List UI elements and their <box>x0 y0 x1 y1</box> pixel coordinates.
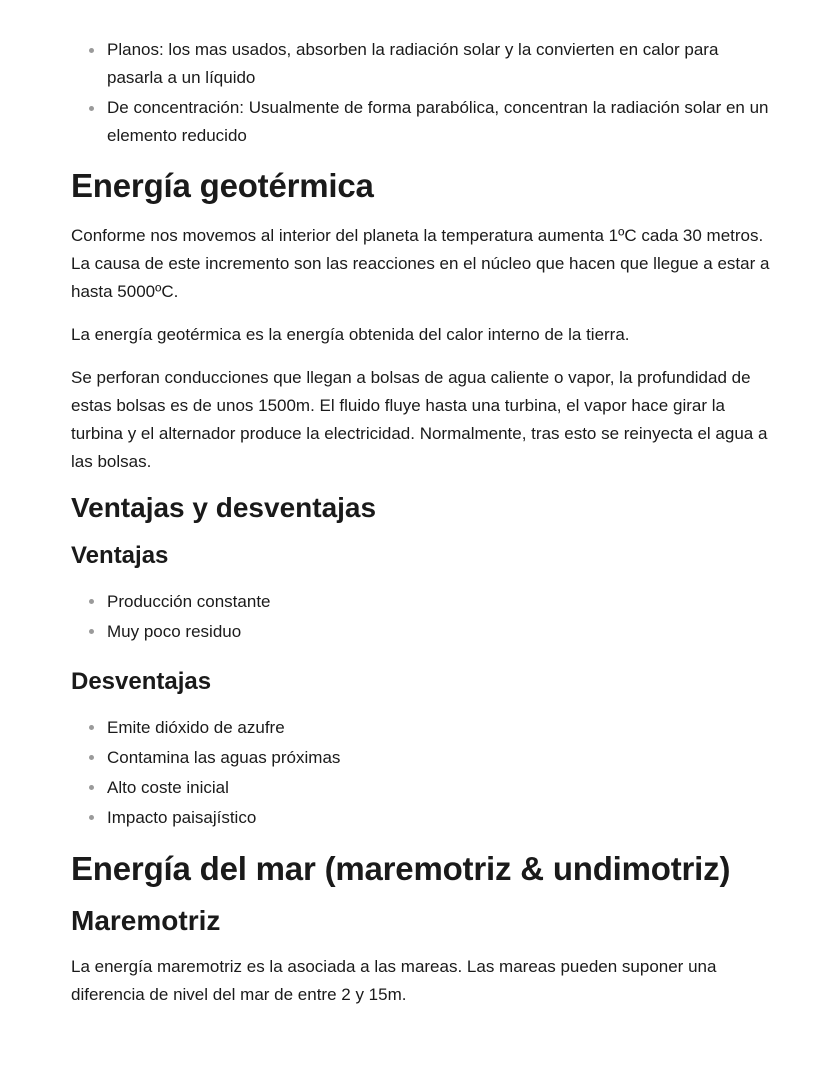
list-item-text: Contamina las aguas próximas <box>107 748 341 767</box>
list-item <box>107 587 771 617</box>
list-item-text: De concentración: Usualmente de forma parabólica, concentran la radiación solar en un elemento reducido <box>107 98 769 145</box>
list-item-text: Emite dióxido de azufre <box>107 718 285 737</box>
document-content <box>71 36 771 1009</box>
sea-energy-heading: Energía del mar (maremotriz & undimotriz) <box>71 850 731 887</box>
geothermal-paragraph-1: Conforme nos movemos al interior del planeta la temperatura aumenta 1ºC cada 30 metros. La causa de este incremento son las reacciones en el núcleo que hacen que llegue a estar a hasta 5000ºC. <box>71 226 770 301</box>
bullet-icon <box>89 725 94 730</box>
pros-list <box>71 587 771 647</box>
bullet-icon <box>89 599 94 604</box>
geothermal-heading: Energía geotérmica <box>71 167 374 204</box>
list-item <box>107 617 771 647</box>
tidal-heading: Maremotriz <box>71 905 221 936</box>
bullet-icon <box>89 106 94 111</box>
tidal-paragraph-1: La energía maremotriz es la asociada a las mareas. Las mareas pueden suponer una diferencia de nivel del mar de entre 2 y 15m. <box>71 957 717 1004</box>
bullet-icon <box>89 755 94 760</box>
pros-cons-heading: Ventajas y desventajas <box>71 492 377 523</box>
list-item <box>107 803 771 833</box>
solar-collector-types-list <box>71 36 771 150</box>
bullet-icon <box>89 785 94 790</box>
geothermal-paragraph-3: Se perforan conducciones que llegan a bolsas de agua caliente o vapor, la profundidad de estas bolsas es de unos 1500m. El fluido fluye hasta una turbina, el vapor hace girar la turbina y el alternador produce la electricidad. Normalmente, tras esto se reinyecta el agua a las bolsas. <box>71 368 768 471</box>
bullet-icon <box>89 815 94 820</box>
pros-heading: Ventajas <box>71 542 169 569</box>
list-item <box>107 36 771 92</box>
cons-list <box>71 713 771 833</box>
list-item <box>107 713 771 743</box>
list-item <box>107 743 771 773</box>
bullet-icon <box>89 629 94 634</box>
list-item-text: Impacto paisajístico <box>107 808 257 827</box>
list-item-text: Alto coste inicial <box>107 778 229 797</box>
list-item <box>107 94 771 150</box>
list-item-text: Muy poco residuo <box>107 622 242 641</box>
cons-heading: Desventajas <box>71 668 212 695</box>
list-item-text: Producción constante <box>107 592 271 611</box>
geothermal-paragraph-2: La energía geotérmica es la energía obtenida del calor interno de la tierra. <box>71 325 630 344</box>
list-item-text: Planos: los mas usados, absorben la radiación solar y la convierten en calor para pasarla a un líquido <box>107 40 719 87</box>
list-item <box>107 773 771 803</box>
bullet-icon <box>89 48 94 53</box>
